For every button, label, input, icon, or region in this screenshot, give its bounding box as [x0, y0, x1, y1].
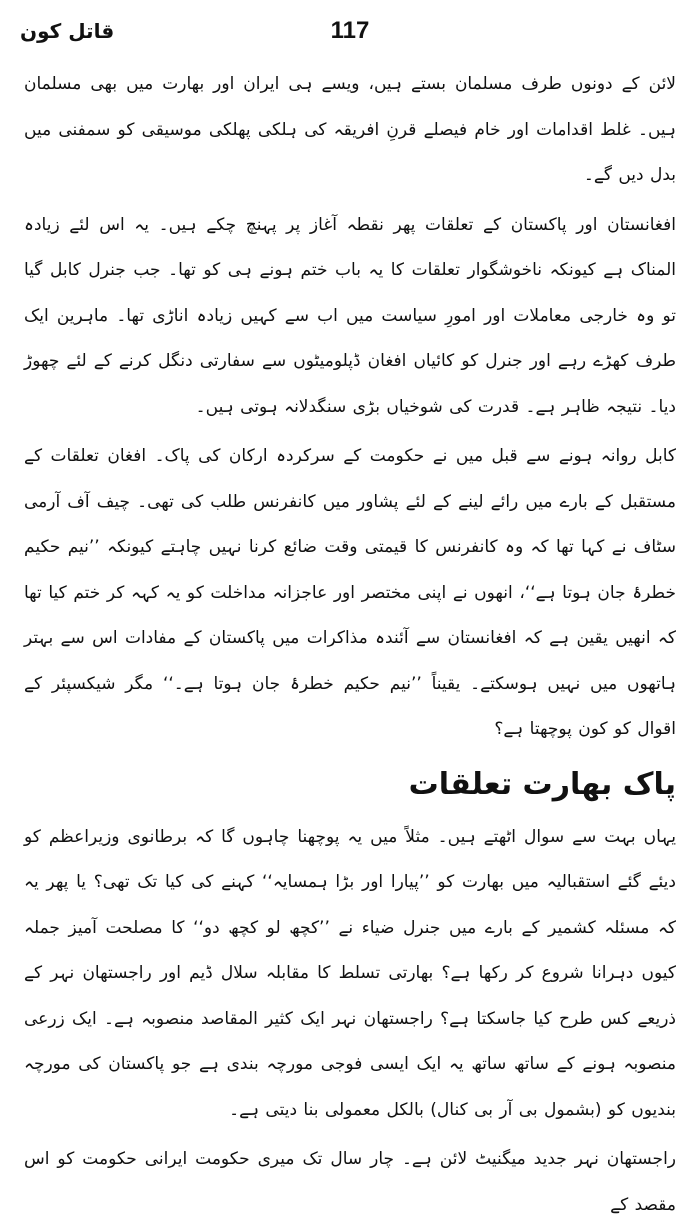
- page-body: [24, 62, 676, 1232]
- paragraph-3: کابل روانہ ہونے سے قبل میں نے حکومت کے سرکردہ ارکان کی پاک۔ افغان تعلقات کے مستقبل کے بارے میں رائے لینے کے لئے پشاور میں کانفرنس طلب کی تھی۔ چیف آف آرمی سٹاف نے کہا تھا کہ وہ کانفرنس کا قیمتی وقت ضائع کرنا نہیں چاہتے کیونکہ ’’نیم حکیم خطرۂ جان ہوتا ہے‘‘، انھوں نے اپنی مختصر اور عاجزانہ مداخلت کو یہ کہہ کر ختم کیا تھا کہ انھیں یقین ہے کہ افغانستان سے آئندہ مذاکرات میں پاکستان کے مفادات اس سے بہتر ہاتھوں میں نہیں ہوسکتے۔ یقیناً ’’نیم حکیم خطرۂ جان ہوتا ہے۔‘‘ مگر شیکسپئر کے اقوال کو کون پوچھتا ہے؟: [24, 446, 676, 739]
- running-title: قاتل کون: [20, 19, 115, 43]
- paragraph-2: افغانستان اور پاکستان کے تعلقات پھر نقطہ آغاز پر پہنچ چکے ہیں۔ یہ اس لئے زیادہ المناک ہے کیونکہ ناخوشگوار تعلقات کا یہ باب ختم ہونے ہی کو تھا۔ جب جنرل کابل گیا تو وہ خارجی معاملات اور امورِ سیاست میں اب سے کہیں زیادہ اناڑی تھا۔ ماہرین ایک طرف کھڑے رہے اور جنرل کو کائیاں افغان ڈپلومیٹوں سے سفارتی دنگل کرنے کے لئے چھوڑ دیا۔ نتیجہ ظاہر ہے۔ قدرت کی شوخیاں بڑی سنگدلانہ ہوتی ہیں۔: [24, 214, 676, 417]
- paragraph-4: یہاں بہت سے سوال اٹھتے ہیں۔ مثلاً میں یہ پوچھنا چاہوں گا کہ برطانوی وزیراعظم کو دیئے گئے استقبالیہ میں بھارت کو ’’پیارا اور بڑا ہمسایہ‘‘ کہنے کی کیا تک تھی؟ یا پھر یہ کہ مسئلہ کشمیر کے بارے میں جنرل ضیاء نے ’’کچھ لو کچھ دو‘‘ کا مصلحت آمیز جملہ کیوں دہرانا شروع کر رکھا ہے؟ بھارتی تسلط کا مقابلہ سلال ڈیم اور راجستھان نہر کے ذریعے کس طرح کیا جاسکتا ہے؟ راجستھان نہر ایک کثیر المقاصد منصوبہ ہے۔ ایک زرعی منصوبہ ہونے کے ساتھ ساتھ یہ ایک ایسی فوجی مورچہ بندی ہے جو پاکستان کی مورچہ بندیوں کو (بشمول بی آر بی کنال) بالکل معمولی بنا دیتی ہے۔: [24, 826, 676, 1120]
- paragraph-1: لائن کے دونوں طرف مسلمان بستے ہیں، ویسے ہی ایران اور بھارت میں بھی مسلمان ہیں۔ غلط اقدامات اور خام فیصلے قرنِ افریقہ کی ہلکی پھلکی موسیقی کو سمفنی میں بدل دیں گے۔: [24, 74, 676, 185]
- section-heading: پاک بھارت تعلقات: [408, 766, 676, 802]
- page-header: [20, 14, 680, 50]
- page-number: 117: [330, 17, 370, 44]
- paragraph-5: راجستھان نہر جدید میگنیٹ لائن ہے۔ چار سال تک میری حکومت ایرانی حکومت کو اس مقصد کے: [24, 1149, 676, 1215]
